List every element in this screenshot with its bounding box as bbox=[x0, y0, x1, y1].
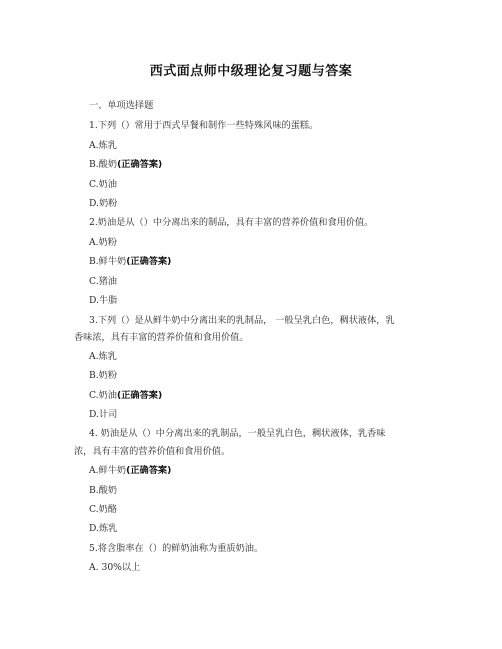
question-2-option-a: A.奶粉 bbox=[89, 237, 117, 248]
question-3-stem-line-1: 3.下列（）是从鲜牛奶中分离出来的乳制品， 一般呈乳白色，稠状液体，乳 bbox=[89, 315, 395, 326]
option-text: B.酸奶 bbox=[89, 159, 118, 170]
question-1-option-c: C.奶油 bbox=[89, 179, 117, 190]
question-2-option-b bbox=[89, 256, 171, 268]
question-1-option-a: A.炼乳 bbox=[89, 140, 117, 151]
question-4-option-d: D.炼乳 bbox=[89, 523, 118, 534]
question-4-option-c: C.奶酪 bbox=[89, 504, 117, 515]
question-5-option-a: A. 30%以上 bbox=[89, 562, 141, 573]
question-4-stem-line-1: 4. 奶油是从（）中分离出来的乳制品，一般呈乳白色，稠状液体，乳香味 bbox=[89, 428, 386, 439]
question-2-stem: 2.奶油是从（）中分离出来的制品，具有丰富的营养价值和食用价值。 bbox=[89, 217, 374, 228]
correct-answer-tag: (正确答案) bbox=[126, 465, 172, 476]
correct-answer-tag: (正确答案) bbox=[117, 390, 163, 401]
question-3-option-c bbox=[89, 390, 162, 402]
option-text: B.鲜牛奶 bbox=[89, 256, 127, 267]
question-1-option-b bbox=[89, 159, 162, 171]
document-title: 西式面点师中级理论复习题与答案 bbox=[149, 64, 353, 79]
question-3-option-b: B.奶粉 bbox=[89, 370, 118, 381]
correct-answer-tag: (正确答案) bbox=[126, 256, 172, 267]
correct-answer-tag: (正确答案) bbox=[117, 159, 163, 170]
question-3-option-a: A.炼乳 bbox=[89, 351, 117, 362]
question-2-option-d: D.牛脂 bbox=[89, 295, 118, 306]
question-4-stem-line-2: 浓，具有丰富的营养价值和食用价值。 bbox=[74, 446, 231, 457]
question-3-option-d: D.计司 bbox=[89, 409, 118, 420]
question-5-stem: 5.将含脂率在（）的鲜奶油称为重质奶油。 bbox=[89, 543, 264, 554]
question-3-stem-line-2: 香味浓，具有丰富的营养价值和食用价值。 bbox=[74, 332, 249, 343]
section-heading: 一、单项选择题 bbox=[89, 100, 154, 111]
question-1-option-d: D.奶粉 bbox=[89, 198, 118, 209]
question-2-option-c: C.猪油 bbox=[89, 276, 117, 287]
question-1-stem: 1.下列（）常用于西式早餐和制作一些特殊风味的蛋糕。 bbox=[89, 120, 319, 131]
question-4-option-a bbox=[89, 465, 171, 477]
question-4-option-b: B.酸奶 bbox=[89, 485, 118, 496]
option-text: A.鲜牛奶 bbox=[89, 465, 127, 476]
option-text: C.奶油 bbox=[89, 390, 117, 401]
